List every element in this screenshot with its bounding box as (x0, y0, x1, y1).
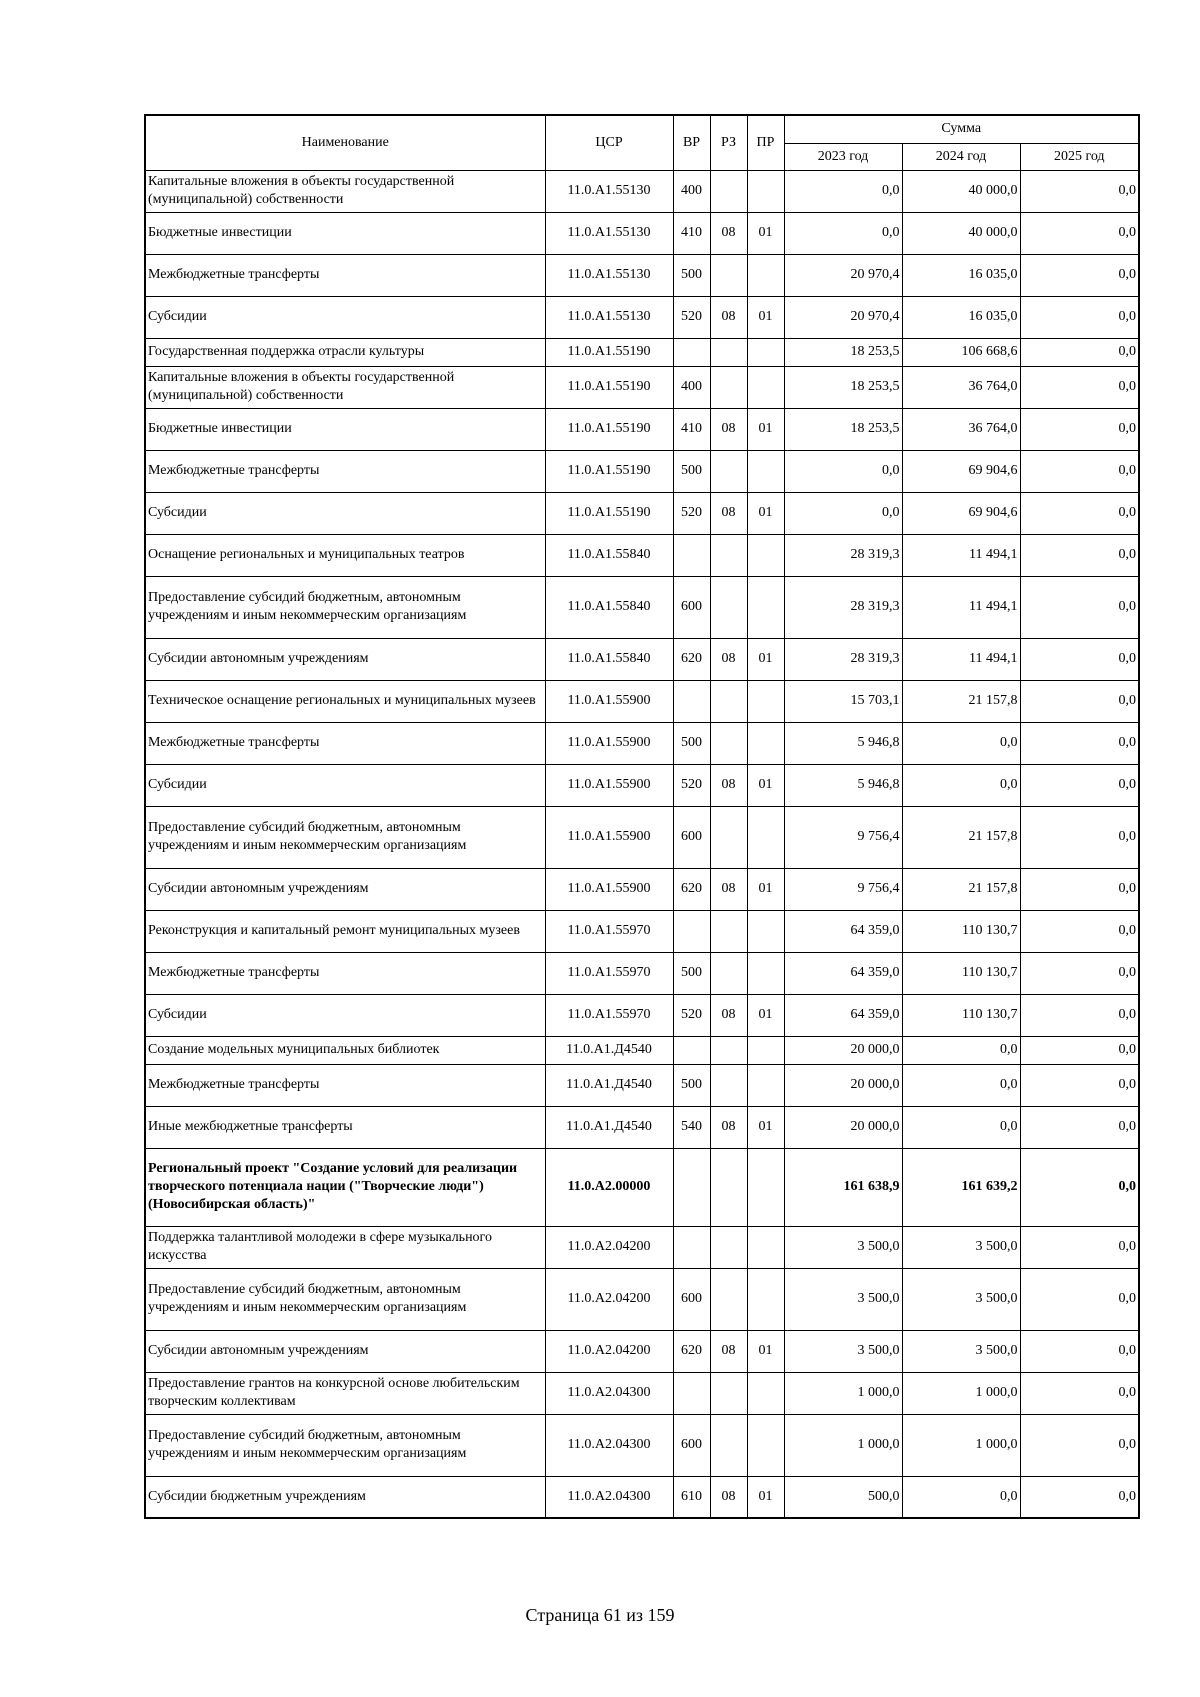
cell-rz (710, 1414, 747, 1476)
cell-rz: 08 (710, 638, 747, 680)
cell-vr: 610 (673, 1476, 710, 1518)
table-row (145, 764, 1139, 806)
cell-rz (710, 1226, 747, 1268)
cell-rz (710, 806, 747, 868)
cell-rz (710, 534, 747, 576)
cell-name: Субсидии автономным учреждениям (145, 868, 545, 910)
cell-2023: 3 500,0 (784, 1226, 902, 1268)
header-2024: 2024 год (902, 143, 1020, 170)
cell-pr: 01 (747, 212, 784, 254)
cell-pr (747, 338, 784, 366)
cell-2025: 0,0 (1020, 254, 1139, 296)
cell-pr: 01 (747, 764, 784, 806)
cell-csr: 11.0.A1.55970 (545, 994, 673, 1036)
cell-pr (747, 1414, 784, 1476)
cell-pr (747, 910, 784, 952)
cell-vr: 620 (673, 638, 710, 680)
cell-2023: 0,0 (784, 492, 902, 534)
table-row (145, 1148, 1139, 1226)
cell-pr (747, 806, 784, 868)
cell-csr: 11.0.A1.55190 (545, 338, 673, 366)
cell-rz: 08 (710, 1330, 747, 1372)
cell-2023: 500,0 (784, 1476, 902, 1518)
table-row (145, 1036, 1139, 1064)
cell-2024: 1 000,0 (902, 1414, 1020, 1476)
cell-pr (747, 952, 784, 994)
cell-2024: 110 130,7 (902, 952, 1020, 994)
header-rz: РЗ (710, 115, 747, 170)
table-row (145, 1372, 1139, 1414)
cell-2025: 0,0 (1020, 450, 1139, 492)
cell-2024: 0,0 (902, 1106, 1020, 1148)
cell-name: Бюджетные инвестиции (145, 408, 545, 450)
cell-vr: 620 (673, 868, 710, 910)
cell-2024: 69 904,6 (902, 492, 1020, 534)
cell-vr (673, 910, 710, 952)
cell-csr: 11.0.A1.55970 (545, 910, 673, 952)
cell-csr: 11.0.A2.04300 (545, 1476, 673, 1518)
cell-2025: 0,0 (1020, 680, 1139, 722)
table-row (145, 1414, 1139, 1476)
cell-csr: 11.0.A1.55190 (545, 408, 673, 450)
cell-vr: 500 (673, 952, 710, 994)
cell-pr (747, 254, 784, 296)
cell-name: Капитальные вложения в объекты государственной (муниципальной) собственности (145, 366, 545, 408)
table-row (145, 1064, 1139, 1106)
cell-2025: 0,0 (1020, 1268, 1139, 1330)
cell-vr (673, 1036, 710, 1064)
cell-rz (710, 1268, 747, 1330)
cell-2025: 0,0 (1020, 1476, 1139, 1518)
cell-2023: 3 500,0 (784, 1330, 902, 1372)
cell-csr: 11.0.A1.55840 (545, 576, 673, 638)
cell-2025: 0,0 (1020, 1414, 1139, 1476)
cell-rz (710, 1064, 747, 1106)
cell-2024: 0,0 (902, 1064, 1020, 1106)
cell-2024: 11 494,1 (902, 576, 1020, 638)
cell-name: Субсидии (145, 994, 545, 1036)
table-row (145, 254, 1139, 296)
cell-csr: 11.0.A2.04300 (545, 1372, 673, 1414)
cell-csr: 11.0.A1.55900 (545, 868, 673, 910)
cell-2023: 0,0 (784, 170, 902, 212)
cell-csr: 11.0.A1.55190 (545, 492, 673, 534)
cell-2023: 1 000,0 (784, 1372, 902, 1414)
table-row (145, 534, 1139, 576)
cell-2024: 11 494,1 (902, 534, 1020, 576)
cell-name: Межбюджетные трансферты (145, 450, 545, 492)
table-row (145, 910, 1139, 952)
cell-2023: 20 000,0 (784, 1036, 902, 1064)
cell-rz (710, 952, 747, 994)
cell-2023: 18 253,5 (784, 408, 902, 450)
cell-vr (673, 338, 710, 366)
cell-2023: 0,0 (784, 212, 902, 254)
cell-rz (710, 722, 747, 764)
cell-2023: 20 000,0 (784, 1064, 902, 1106)
cell-2025: 0,0 (1020, 492, 1139, 534)
header-2023: 2023 год (784, 143, 902, 170)
cell-2025: 0,0 (1020, 212, 1139, 254)
cell-pr: 01 (747, 638, 784, 680)
cell-2024: 0,0 (902, 722, 1020, 764)
cell-pr: 01 (747, 994, 784, 1036)
cell-pr: 01 (747, 296, 784, 338)
cell-2024: 106 668,6 (902, 338, 1020, 366)
table-row (145, 722, 1139, 764)
cell-2023: 15 703,1 (784, 680, 902, 722)
table-row (145, 1330, 1139, 1372)
cell-name: Межбюджетные трансферты (145, 1064, 545, 1106)
cell-rz (710, 338, 747, 366)
cell-name: Межбюджетные трансферты (145, 254, 545, 296)
cell-vr: 600 (673, 806, 710, 868)
cell-csr: 11.0.A1.55840 (545, 638, 673, 680)
cell-rz: 08 (710, 764, 747, 806)
cell-rz: 08 (710, 492, 747, 534)
cell-csr: 11.0.A1.55840 (545, 534, 673, 576)
header-2025: 2025 год (1020, 143, 1139, 170)
table-row (145, 170, 1139, 212)
cell-csr: 11.0.A2.04200 (545, 1226, 673, 1268)
cell-name: Создание модельных муниципальных библиотек (145, 1036, 545, 1064)
cell-pr: 01 (747, 1476, 784, 1518)
cell-2024: 1 000,0 (902, 1372, 1020, 1414)
table-body (145, 170, 1139, 1518)
cell-2024: 0,0 (902, 764, 1020, 806)
cell-2025: 0,0 (1020, 764, 1139, 806)
cell-2025: 0,0 (1020, 366, 1139, 408)
cell-vr: 620 (673, 1330, 710, 1372)
cell-name: Предоставление субсидий бюджетным, автономным учреждениям и иным некоммерческим организациям (145, 576, 545, 638)
cell-rz (710, 1036, 747, 1064)
table-row (145, 806, 1139, 868)
cell-2024: 110 130,7 (902, 910, 1020, 952)
cell-vr: 600 (673, 576, 710, 638)
cell-pr (747, 1064, 784, 1106)
cell-rz (710, 1148, 747, 1226)
cell-vr: 400 (673, 366, 710, 408)
cell-name: Межбюджетные трансферты (145, 952, 545, 994)
table-row (145, 1268, 1139, 1330)
cell-2024: 110 130,7 (902, 994, 1020, 1036)
cell-2023: 28 319,3 (784, 638, 902, 680)
table-row (145, 450, 1139, 492)
cell-2023: 18 253,5 (784, 338, 902, 366)
cell-pr (747, 534, 784, 576)
cell-name: Субсидии бюджетным учреждениям (145, 1476, 545, 1518)
cell-vr: 500 (673, 450, 710, 492)
cell-csr: 11.0.A1.55900 (545, 722, 673, 764)
cell-csr: 11.0.A1.55130 (545, 296, 673, 338)
cell-2025: 0,0 (1020, 806, 1139, 868)
table-row (145, 296, 1139, 338)
cell-2023: 64 359,0 (784, 994, 902, 1036)
cell-vr (673, 1226, 710, 1268)
cell-2024: 36 764,0 (902, 366, 1020, 408)
cell-2023: 20 970,4 (784, 296, 902, 338)
cell-name: Субсидии (145, 764, 545, 806)
cell-name: Региональный проект "Создание условий для реализации творческого потенциала нации ("Творческие люди") (Новосибирская область)" (145, 1148, 545, 1226)
cell-2023: 20 970,4 (784, 254, 902, 296)
cell-rz: 08 (710, 994, 747, 1036)
cell-pr: 01 (747, 492, 784, 534)
page-number: Страница 61 из 159 (525, 1605, 675, 1625)
cell-csr: 11.0.A2.04200 (545, 1268, 673, 1330)
cell-name: Субсидии автономным учреждениям (145, 638, 545, 680)
cell-name: Государственная поддержка отрасли культуры (145, 338, 545, 366)
cell-2025: 0,0 (1020, 952, 1139, 994)
cell-pr (747, 450, 784, 492)
cell-name: Предоставление субсидий бюджетным, автономным учреждениям и иным некоммерческим организациям (145, 1414, 545, 1476)
cell-2024: 21 157,8 (902, 680, 1020, 722)
header-name: Наименование (145, 115, 545, 170)
cell-csr: 11.0.A1.55130 (545, 254, 673, 296)
cell-pr (747, 1226, 784, 1268)
cell-2024: 161 639,2 (902, 1148, 1020, 1226)
cell-2024: 40 000,0 (902, 212, 1020, 254)
cell-2023: 3 500,0 (784, 1268, 902, 1330)
cell-2023: 5 946,8 (784, 764, 902, 806)
cell-name: Бюджетные инвестиции (145, 212, 545, 254)
table-row (145, 868, 1139, 910)
cell-vr: 520 (673, 764, 710, 806)
cell-vr (673, 534, 710, 576)
cell-2024: 3 500,0 (902, 1268, 1020, 1330)
cell-2023: 28 319,3 (784, 534, 902, 576)
cell-vr: 520 (673, 994, 710, 1036)
cell-name: Оснащение региональных и муниципальных театров (145, 534, 545, 576)
cell-2025: 0,0 (1020, 1330, 1139, 1372)
cell-name: Техническое оснащение региональных и муниципальных музеев (145, 680, 545, 722)
cell-rz (710, 1372, 747, 1414)
cell-pr (747, 1268, 784, 1330)
cell-name: Субсидии (145, 492, 545, 534)
cell-rz: 08 (710, 1106, 747, 1148)
table-row (145, 492, 1139, 534)
cell-rz: 08 (710, 408, 747, 450)
cell-csr: 11.0.A1.55190 (545, 366, 673, 408)
cell-pr (747, 576, 784, 638)
cell-2023: 20 000,0 (784, 1106, 902, 1148)
cell-csr: 11.0.A1.Д4540 (545, 1106, 673, 1148)
cell-vr: 410 (673, 408, 710, 450)
cell-vr: 600 (673, 1268, 710, 1330)
cell-2025: 0,0 (1020, 1372, 1139, 1414)
cell-rz (710, 910, 747, 952)
cell-2024: 0,0 (902, 1476, 1020, 1518)
cell-vr: 500 (673, 1064, 710, 1106)
cell-2023: 64 359,0 (784, 952, 902, 994)
cell-2023: 64 359,0 (784, 910, 902, 952)
cell-rz (710, 680, 747, 722)
cell-2025: 0,0 (1020, 296, 1139, 338)
cell-name: Предоставление грантов на конкурсной основе любительским творческим коллективам (145, 1372, 545, 1414)
cell-2024: 0,0 (902, 1036, 1020, 1064)
table-row (145, 576, 1139, 638)
cell-name: Иные межбюджетные трансферты (145, 1106, 545, 1148)
budget-table (144, 114, 1140, 1519)
cell-2025: 0,0 (1020, 638, 1139, 680)
cell-csr: 11.0.A1.55900 (545, 764, 673, 806)
cell-name: Предоставление субсидий бюджетным, автономным учреждениям и иным некоммерческим организациям (145, 806, 545, 868)
cell-2025: 0,0 (1020, 576, 1139, 638)
cell-vr: 410 (673, 212, 710, 254)
cell-rz: 08 (710, 296, 747, 338)
cell-csr: 11.0.A1.55190 (545, 450, 673, 492)
cell-rz (710, 576, 747, 638)
cell-2025: 0,0 (1020, 408, 1139, 450)
table-row (145, 1226, 1139, 1268)
cell-vr: 500 (673, 254, 710, 296)
cell-csr: 11.0.A2.04200 (545, 1330, 673, 1372)
cell-csr: 11.0.A2.00000 (545, 1148, 673, 1226)
cell-rz (710, 254, 747, 296)
cell-2024: 3 500,0 (902, 1226, 1020, 1268)
cell-name: Предоставление субсидий бюджетным, автономным учреждениям и иным некоммерческим организациям (145, 1268, 545, 1330)
cell-rz: 08 (710, 868, 747, 910)
cell-name: Субсидии (145, 296, 545, 338)
cell-2024: 69 904,6 (902, 450, 1020, 492)
table-row (145, 1476, 1139, 1518)
header-sum: Сумма (784, 115, 1139, 143)
table-row (145, 638, 1139, 680)
cell-pr (747, 366, 784, 408)
cell-2024: 40 000,0 (902, 170, 1020, 212)
cell-vr (673, 1372, 710, 1414)
cell-rz: 08 (710, 1476, 747, 1518)
cell-name: Межбюджетные трансферты (145, 722, 545, 764)
table-row (145, 994, 1139, 1036)
cell-rz (710, 366, 747, 408)
table-row (145, 680, 1139, 722)
cell-2023: 9 756,4 (784, 806, 902, 868)
header-pr: ПР (747, 115, 784, 170)
cell-name: Субсидии автономным учреждениям (145, 1330, 545, 1372)
cell-pr: 01 (747, 1330, 784, 1372)
cell-2025: 0,0 (1020, 868, 1139, 910)
table-row (145, 1106, 1139, 1148)
cell-2024: 36 764,0 (902, 408, 1020, 450)
cell-2024: 16 035,0 (902, 296, 1020, 338)
cell-pr: 01 (747, 408, 784, 450)
cell-2025: 0,0 (1020, 994, 1139, 1036)
table-row (145, 408, 1139, 450)
cell-2023: 9 756,4 (784, 868, 902, 910)
table-row (145, 338, 1139, 366)
cell-csr: 11.0.A1.Д4540 (545, 1064, 673, 1106)
cell-vr: 520 (673, 492, 710, 534)
cell-csr: 11.0.A1.55970 (545, 952, 673, 994)
cell-vr: 600 (673, 1414, 710, 1476)
cell-2023: 0,0 (784, 450, 902, 492)
cell-pr (747, 170, 784, 212)
cell-vr: 500 (673, 722, 710, 764)
cell-2025: 0,0 (1020, 1226, 1139, 1268)
cell-csr: 11.0.A1.55900 (545, 806, 673, 868)
cell-csr: 11.0.A1.55900 (545, 680, 673, 722)
cell-2024: 21 157,8 (902, 806, 1020, 868)
cell-2024: 21 157,8 (902, 868, 1020, 910)
cell-2024: 3 500,0 (902, 1330, 1020, 1372)
cell-2023: 161 638,9 (784, 1148, 902, 1226)
cell-rz: 08 (710, 212, 747, 254)
cell-vr: 400 (673, 170, 710, 212)
cell-2023: 1 000,0 (784, 1414, 902, 1476)
cell-name: Реконструкция и капитальный ремонт муниципальных музеев (145, 910, 545, 952)
cell-rz (710, 450, 747, 492)
cell-pr: 01 (747, 868, 784, 910)
cell-vr (673, 680, 710, 722)
cell-2025: 0,0 (1020, 910, 1139, 952)
cell-name: Поддержка талантливой молодежи в сфере музыкального искусства (145, 1226, 545, 1268)
cell-pr: 01 (747, 1106, 784, 1148)
cell-2023: 18 253,5 (784, 366, 902, 408)
cell-2024: 16 035,0 (902, 254, 1020, 296)
header-vr: ВР (673, 115, 710, 170)
cell-2025: 0,0 (1020, 1148, 1139, 1226)
cell-pr (747, 1372, 784, 1414)
cell-2023: 28 319,3 (784, 576, 902, 638)
cell-csr: 11.0.A1.Д4540 (545, 1036, 673, 1064)
cell-2025: 0,0 (1020, 338, 1139, 366)
table-row (145, 366, 1139, 408)
cell-csr: 11.0.A2.04300 (545, 1414, 673, 1476)
cell-2023: 5 946,8 (784, 722, 902, 764)
cell-csr: 11.0.A1.55130 (545, 170, 673, 212)
cell-rz (710, 170, 747, 212)
cell-vr: 520 (673, 296, 710, 338)
cell-pr (747, 680, 784, 722)
cell-2025: 0,0 (1020, 1036, 1139, 1064)
cell-pr (747, 722, 784, 764)
cell-name: Капитальные вложения в объекты государственной (муниципальной) собственности (145, 170, 545, 212)
cell-csr: 11.0.A1.55130 (545, 212, 673, 254)
cell-2025: 0,0 (1020, 722, 1139, 764)
cell-pr (747, 1036, 784, 1064)
cell-2025: 0,0 (1020, 534, 1139, 576)
cell-2025: 0,0 (1020, 1106, 1139, 1148)
cell-2024: 11 494,1 (902, 638, 1020, 680)
cell-vr: 540 (673, 1106, 710, 1148)
cell-2025: 0,0 (1020, 1064, 1139, 1106)
table-row (145, 212, 1139, 254)
header-csr: ЦСР (545, 115, 673, 170)
cell-vr (673, 1148, 710, 1226)
cell-2025: 0,0 (1020, 170, 1139, 212)
table-row (145, 952, 1139, 994)
cell-pr (747, 1148, 784, 1226)
